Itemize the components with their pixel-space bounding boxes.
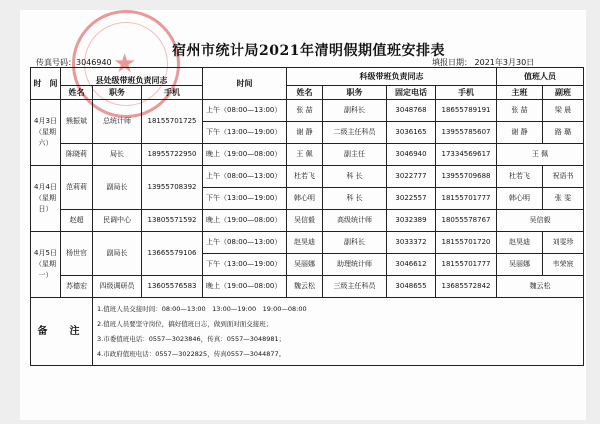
section-name: 杜若飞 bbox=[287, 166, 323, 188]
section-post: 助理统计师 bbox=[323, 254, 387, 276]
col-name: 姓名 bbox=[287, 86, 323, 100]
table-row bbox=[31, 100, 584, 122]
col-mobile: 手机 bbox=[142, 86, 203, 100]
section-post: 科 长 bbox=[323, 188, 387, 210]
duty-vice: 梁 晨 bbox=[543, 100, 584, 122]
section-post: 科 长 bbox=[323, 166, 387, 188]
note-item: 4.市政府值班电话：0557—3022825，传真0557—3044877。 bbox=[97, 349, 286, 358]
document-title: 宿州市统计局2021年清明假期值班安排表 bbox=[172, 43, 445, 59]
section-mobile: 13685572842 bbox=[436, 276, 497, 298]
section-name: 韩心明 bbox=[287, 188, 323, 210]
leader-mobile: 18955722950 bbox=[142, 144, 203, 166]
shift-time: 上午（08:00—13:00） bbox=[203, 166, 287, 188]
table-row bbox=[31, 210, 584, 232]
section-name: 赵昊迪 bbox=[287, 232, 323, 254]
header-section-leaders: 科级带班负责同志 bbox=[287, 68, 497, 86]
note-item: 2.值班人员要坚守岗位，搞好值班日志，做到面对面交接班； bbox=[97, 319, 273, 328]
leader-name: 熊振斌 bbox=[61, 100, 93, 144]
section-phone: 3036165 bbox=[387, 122, 436, 144]
section-name: 王 佩 bbox=[287, 144, 323, 166]
duty-night: 王 佩 bbox=[497, 144, 584, 166]
note-item: 3.市委值班电话：0557—3023846，传真：0557—3048981； bbox=[97, 334, 286, 343]
duty-main: 杜若飞 bbox=[497, 166, 543, 188]
col-post: 职务 bbox=[93, 86, 142, 100]
duty-main: 吴丽娜 bbox=[497, 254, 543, 276]
leader-post: 副局长 bbox=[93, 232, 142, 276]
note-item: 1.值班人员交接时间：08:00—13:00 13:00—19:00 19:00—08:00 bbox=[97, 304, 307, 313]
day-date: 4月5日（星期一） bbox=[31, 232, 61, 298]
section-mobile: 13955709688 bbox=[436, 166, 497, 188]
leader-mobile: 13805571592 bbox=[142, 210, 203, 232]
section-phone: 3048655 bbox=[387, 276, 436, 298]
duty-main: 韩心明 bbox=[497, 188, 543, 210]
section-name: 魏云松 bbox=[287, 276, 323, 298]
section-phone: 3032389 bbox=[387, 210, 436, 232]
leader-name: 杨世官 bbox=[61, 232, 93, 276]
fill-date: 填报日期： 2021年3月30日 bbox=[432, 58, 535, 67]
leader-mobile: 13605576583 bbox=[142, 276, 203, 298]
duty-vice: 祝语书 bbox=[543, 166, 584, 188]
col-name: 姓名 bbox=[61, 86, 93, 100]
duty-vice: 韦荣宸 bbox=[543, 254, 584, 276]
shift-time: 下午（13:00—19:00） bbox=[203, 122, 287, 144]
duty-night: 魏云松 bbox=[497, 276, 584, 298]
table-row bbox=[31, 276, 584, 298]
col-post: 职务 bbox=[323, 86, 387, 100]
section-mobile: 18155701777 bbox=[436, 188, 497, 210]
leader-name: 陈晓莉 bbox=[61, 144, 93, 166]
leader-mobile: 13665579106 bbox=[142, 232, 203, 276]
table-row bbox=[31, 144, 584, 166]
duty-main: 张 喆 bbox=[497, 100, 543, 122]
leader-name: 赵超 bbox=[61, 210, 93, 232]
shift-time: 下午（13:00—19:00） bbox=[203, 254, 287, 276]
col-mobile: 手机 bbox=[436, 86, 497, 100]
leader-name: 苏德宏 bbox=[61, 276, 93, 298]
section-post: 高级统计师 bbox=[323, 210, 387, 232]
section-phone: 3033372 bbox=[387, 232, 436, 254]
duty-schedule-table bbox=[30, 67, 584, 366]
section-mobile: 13955785607 bbox=[436, 122, 497, 144]
shift-time: 下午（13:00—19:00） bbox=[203, 188, 287, 210]
leader-post: 民调中心 bbox=[93, 210, 142, 232]
section-post: 副主任 bbox=[323, 144, 387, 166]
section-mobile: 18055578767 bbox=[436, 210, 497, 232]
col-vice: 副班 bbox=[543, 86, 584, 100]
section-phone: 3048768 bbox=[387, 100, 436, 122]
col-phone: 固定电话 bbox=[387, 86, 436, 100]
section-phone: 3046612 bbox=[387, 254, 436, 276]
section-name: 吴信毅 bbox=[287, 210, 323, 232]
col-main: 主班 bbox=[497, 86, 543, 100]
notes-row bbox=[31, 298, 584, 366]
header-time-mid: 时间 bbox=[203, 68, 287, 100]
leader-post: 副局长 bbox=[93, 166, 142, 210]
section-name: 张 喆 bbox=[287, 100, 323, 122]
duty-main: 赵昊迪 bbox=[497, 232, 543, 254]
section-phone: 3046940 bbox=[387, 144, 436, 166]
day-date: 4月4日（星期日） bbox=[31, 166, 61, 232]
duty-main: 谢 静 bbox=[497, 122, 543, 144]
header-county-leaders: 县处级带班负责同志 bbox=[61, 68, 203, 86]
notes-list bbox=[93, 298, 584, 366]
leader-mobile: 13955708392 bbox=[142, 166, 203, 210]
duty-vice: 刘雯珍 bbox=[543, 232, 584, 254]
seal-star-icon: ★ bbox=[113, 49, 137, 79]
section-post: 三级主任科员 bbox=[323, 276, 387, 298]
table-row bbox=[31, 166, 584, 188]
shift-time: 上午（08:00—13:00） bbox=[203, 232, 287, 254]
shift-time: 晚上（19:00—08:00） bbox=[203, 210, 287, 232]
table-row bbox=[31, 232, 584, 254]
day-date: 4月3日（星期六） bbox=[31, 100, 61, 166]
duty-vice: 路 璐 bbox=[543, 122, 584, 144]
section-post: 副科长 bbox=[323, 232, 387, 254]
header-duty-staff: 值班人员 bbox=[497, 68, 584, 86]
section-phone: 3022777 bbox=[387, 166, 436, 188]
leader-name: 范莉莉 bbox=[61, 166, 93, 210]
fax-number: 传真号码：3046940 bbox=[36, 58, 112, 67]
duty-night: 吴信毅 bbox=[497, 210, 584, 232]
section-post: 二级主任科员 bbox=[323, 122, 387, 144]
leader-mobile: 18155701725 bbox=[142, 100, 203, 144]
section-mobile: 18155701777 bbox=[436, 254, 497, 276]
section-mobile: 17334569617 bbox=[436, 144, 497, 166]
section-name: 谢 静 bbox=[287, 122, 323, 144]
shift-time: 上午（08:00—13:00） bbox=[203, 100, 287, 122]
header-time-left: 时 间 bbox=[31, 68, 61, 100]
leader-post: 局长 bbox=[93, 144, 142, 166]
section-post: 副科长 bbox=[323, 100, 387, 122]
section-mobile: 18655789191 bbox=[436, 100, 497, 122]
section-mobile: 18155701720 bbox=[436, 232, 497, 254]
notes-label: 备 注 bbox=[31, 298, 93, 366]
leader-post: 总统计师 bbox=[93, 100, 142, 144]
duty-vice: 张 雯 bbox=[543, 188, 584, 210]
shift-time: 晚上（19:00—08:00） bbox=[203, 276, 287, 298]
leader-post: 四级调研员 bbox=[93, 276, 142, 298]
shift-time: 晚上（19:00—08:00） bbox=[203, 144, 287, 166]
section-name: 吴丽娜 bbox=[287, 254, 323, 276]
section-phone: 3022557 bbox=[387, 188, 436, 210]
